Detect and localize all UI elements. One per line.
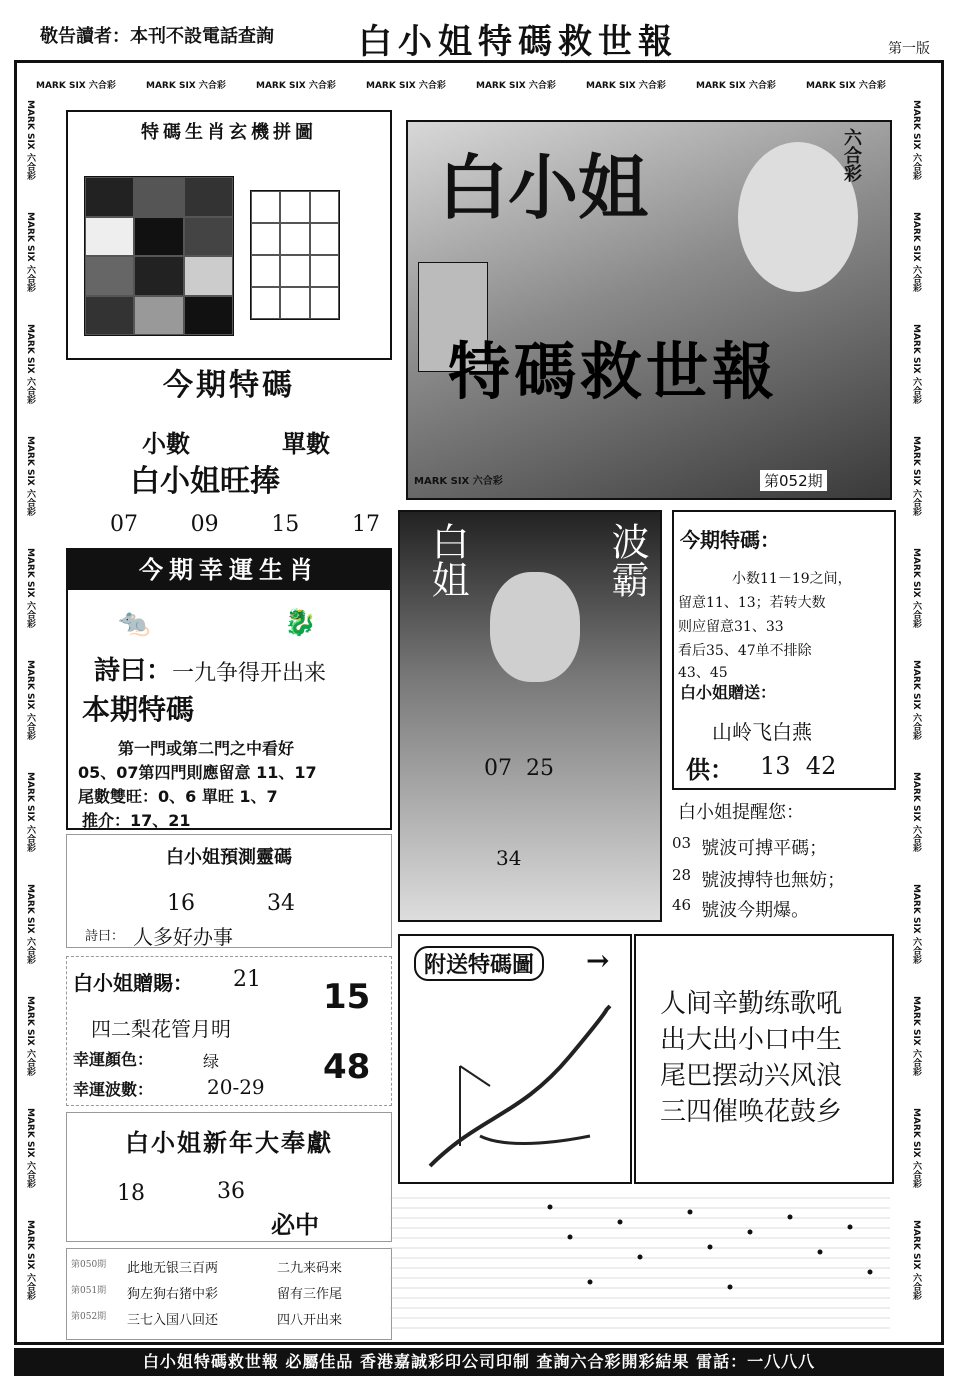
luck-panel: [66, 548, 392, 830]
poem-panel: [634, 934, 894, 1184]
photo-left-text: 白姐: [425, 522, 469, 598]
predict-title: 白小姐預測靈碼: [166, 847, 292, 868]
brand-tag: MARK SIX 六合彩: [911, 1108, 921, 1188]
newyear-stamp: 必中: [271, 1211, 319, 1239]
gift-value: 21: [233, 967, 261, 992]
attach-panel: [398, 934, 632, 1184]
puzzle-title: 特碼生肖玄機拼圖: [141, 122, 317, 143]
poster-issue: 第052期: [760, 470, 827, 491]
gift-panel: [66, 956, 392, 1106]
newyear-number: 18: [117, 1181, 145, 1206]
gift-wave: 20-29: [207, 1075, 265, 1099]
special-number: 17: [351, 512, 380, 537]
brand-tag: MARK SIX 六合彩: [25, 996, 35, 1076]
attach-sketch: [420, 996, 620, 1176]
table-cell-a: 三七入国八回还: [127, 1313, 219, 1328]
brand-tag: MARK SIX 六合彩: [806, 81, 886, 91]
dragon-icon: 🐉: [284, 608, 317, 638]
stats-dot: [688, 1210, 693, 1215]
stats-dot: [788, 1215, 793, 1220]
brand-tag: MARK SIX 六合彩: [696, 81, 776, 91]
history-stats-grid: [390, 1192, 890, 1342]
predict-number: 34: [267, 891, 295, 916]
brand-tag: MARK SIX 六合彩: [25, 1108, 35, 1188]
stats-dot: [548, 1205, 553, 1210]
special-number: 15: [271, 512, 300, 537]
table-row: [71, 1257, 391, 1276]
remind-row: [672, 834, 827, 860]
predict-poem-label: 詩曰：: [85, 929, 125, 944]
stats-dot: [848, 1225, 853, 1230]
poem-line: 出大出小口中生: [660, 1025, 843, 1055]
newyear-panel: [66, 1112, 392, 1242]
brand-tag: MARK SIX 六合彩: [25, 436, 35, 516]
rat-icon: 🐀: [118, 608, 151, 638]
brand-tag: MARK SIX 六合彩: [366, 81, 446, 91]
luck-line: 尾數雙旺：0、6 單旺 1、7: [78, 787, 278, 806]
table-cell-issue: 第051期: [71, 1286, 107, 1296]
brand-tag: MARK SIX 六合彩: [911, 660, 921, 740]
predict-poem: 人多好办事: [133, 925, 233, 949]
gift-big-number: 15: [323, 977, 371, 1017]
table-row: [71, 1309, 391, 1328]
brand-tag: MARK SIX 六合彩: [911, 212, 921, 292]
special-numbers: [110, 512, 380, 537]
remind-number: 28: [672, 866, 692, 884]
table-cell-a: 狗左狗右猪中彩: [127, 1287, 219, 1302]
tip-line: 则应留意31、33: [678, 619, 784, 635]
gift-label: 白小姐贈賜：: [73, 971, 193, 995]
puzzle-panel: [66, 110, 392, 360]
poster-corner: 六合彩: [841, 128, 862, 182]
table-row: [71, 1283, 391, 1302]
poster-image: [406, 120, 892, 500]
poster-title-main: 特碼救世報: [448, 335, 779, 408]
brand-tag: MARK SIX 六合彩: [25, 212, 35, 292]
tip-supply-numbers: 13 42: [760, 752, 837, 780]
brand-tag: MARK SIX 六合彩: [25, 772, 35, 852]
model-photo: [398, 510, 662, 922]
luck-title: 今期幸運生肖: [68, 550, 390, 590]
remind-number: 46: [672, 896, 692, 914]
special-sub-small: 小數: [142, 430, 190, 458]
poem-line: 尾巴摆动兴风浪: [660, 1061, 843, 1091]
remind-text: 號波可搏平碼；: [701, 838, 828, 859]
brand-tag: MARK SIX 六合彩: [36, 81, 116, 91]
table-cell-b: 留有三作尾: [277, 1287, 343, 1302]
poem-line: 人间辛勤练歌吼: [660, 989, 843, 1019]
brand-tag: MARK SIX 六合彩: [146, 81, 226, 91]
arrow-right-icon: →: [586, 944, 610, 977]
brand-tag: MARK SIX 六合彩: [25, 1220, 35, 1300]
poster-title-top: 白小姐: [438, 146, 648, 229]
brand-tag: MARK SIX 六合彩: [25, 324, 35, 404]
predict-number: 16: [167, 891, 195, 916]
table-cell-b: 二九来码来: [277, 1261, 343, 1276]
gift-color: 绿: [203, 1052, 220, 1071]
gift-big-number: 48: [323, 1047, 371, 1087]
tip-line: 43、45: [678, 665, 728, 681]
poem-lines: [660, 986, 842, 1130]
footer-bar: 白小姐特碼救世報 必屬佳品 香港嘉誠彩印公司印制 查詢六合彩開彩結果 雷話：一八八八: [14, 1348, 944, 1376]
attach-title: 附送特碼圖: [414, 946, 544, 981]
stats-dot: [818, 1250, 823, 1255]
brand-tag: MARK SIX 六合彩: [911, 884, 921, 964]
gift-text: 四二梨花管月明: [91, 1017, 231, 1041]
brand-tag: MARK SIX 六合彩: [586, 81, 666, 91]
brand-tag: MARK SIX 六合彩: [25, 660, 35, 740]
poster-brand: MARK SIX 六合彩: [414, 476, 503, 487]
poem-line: 三四催唤花鼓乡: [660, 1097, 843, 1127]
brand-tag: MARK SIX 六合彩: [256, 81, 336, 91]
remind-row: [672, 896, 809, 922]
stats-dot: [568, 1235, 573, 1240]
brand-tag: MARK SIX 六合彩: [911, 324, 921, 404]
remind-text: 號波搏特也無妨；: [701, 870, 846, 891]
brand-tag: MARK SIX 六合彩: [25, 884, 35, 964]
luck-poem-label: 詩曰：: [94, 656, 173, 686]
gift-color-label: 幸運顏色：: [73, 1050, 154, 1069]
table-cell-a: 此地无银三百两: [127, 1261, 219, 1276]
brand-tag: MARK SIX 六合彩: [911, 100, 921, 180]
newyear-title: 白小姐新年大奉獻: [125, 1129, 333, 1157]
stats-dot: [588, 1280, 593, 1285]
tip-panel: [672, 510, 896, 790]
remind-number: 03: [672, 834, 692, 852]
special-title: 今期特碼: [163, 368, 295, 403]
photo-numbers-top: 07 25: [484, 756, 554, 781]
newyear-number: 36: [217, 1179, 245, 1204]
photo-number-bottom: 34: [496, 846, 522, 870]
special-sub-odd: 單數: [282, 430, 330, 458]
predict-panel: [66, 834, 392, 948]
photo-right-text: 波霸: [605, 522, 649, 598]
luck-issue-title: 本期特碼: [82, 693, 195, 726]
brand-tag: MARK SIX 六合彩: [25, 548, 35, 628]
table-cell-issue: 第052期: [71, 1312, 107, 1322]
special-number: 07: [110, 512, 138, 537]
remind-title: 白小姐提醒您：: [678, 802, 804, 823]
luck-line: 05、07第四門則應留意 11、17: [78, 763, 317, 782]
special-number: 09: [190, 512, 219, 537]
stats-dot: [748, 1230, 753, 1235]
puzzle-sketch-grid: [250, 190, 340, 320]
stats-dot: [638, 1255, 643, 1260]
puzzle-image-grid: [84, 176, 234, 336]
luck-line: 第一門或第二門之中看好: [118, 739, 295, 758]
masthead-title: 白小姐特碼救世報: [358, 22, 678, 62]
brand-tag: MARK SIX 六合彩: [911, 436, 921, 516]
special-main: 白小姐旺捧: [130, 464, 280, 499]
gift-wave-label: 幸運波數：: [73, 1080, 154, 1099]
brand-tag: MARK SIX 六合彩: [476, 81, 556, 91]
remind-text: 號波今期爆。: [701, 900, 810, 921]
brand-tag: MARK SIX 六合彩: [25, 100, 35, 180]
brand-tag: MARK SIX 六合彩: [911, 996, 921, 1076]
tip-line: 留意11、13；若转大数: [678, 595, 826, 611]
tip-gift-text: 山岭飞白燕: [712, 720, 812, 744]
tip-supply-label: 供：: [686, 756, 734, 784]
brand-tag: MARK SIX 六合彩: [911, 772, 921, 852]
table-cell-b: 四八开出来: [277, 1313, 343, 1328]
stats-dot: [868, 1270, 873, 1275]
remind-panel: [672, 796, 896, 926]
reader-notice: 敬告讀者：本刊不設電話查詢: [40, 26, 274, 47]
stats-dot: [728, 1285, 733, 1290]
issue-poem-table: [66, 1248, 392, 1340]
stats-dot: [708, 1245, 713, 1250]
tip-line: 看后35、47单不排除: [678, 643, 812, 659]
model-face: [490, 572, 580, 682]
table-cell-issue: 第050期: [71, 1260, 107, 1270]
luck-line: 推介：17、21: [82, 811, 191, 830]
special-subtitle: [96, 424, 376, 459]
stats-dot: [618, 1220, 623, 1225]
tip-title: 今期特碼：: [680, 528, 780, 552]
edition-label: 第一版: [888, 41, 930, 57]
tip-line: 小数11－19之间，: [732, 571, 852, 587]
luck-poem: 一九争得开出来: [172, 661, 327, 686]
history-stats-graphic: [390, 1192, 890, 1342]
brand-tag: MARK SIX 六合彩: [911, 1220, 921, 1300]
tip-gift-label: 白小姐贈送：: [680, 683, 777, 702]
brand-tag: MARK SIX 六合彩: [911, 548, 921, 628]
remind-row: [672, 866, 845, 892]
